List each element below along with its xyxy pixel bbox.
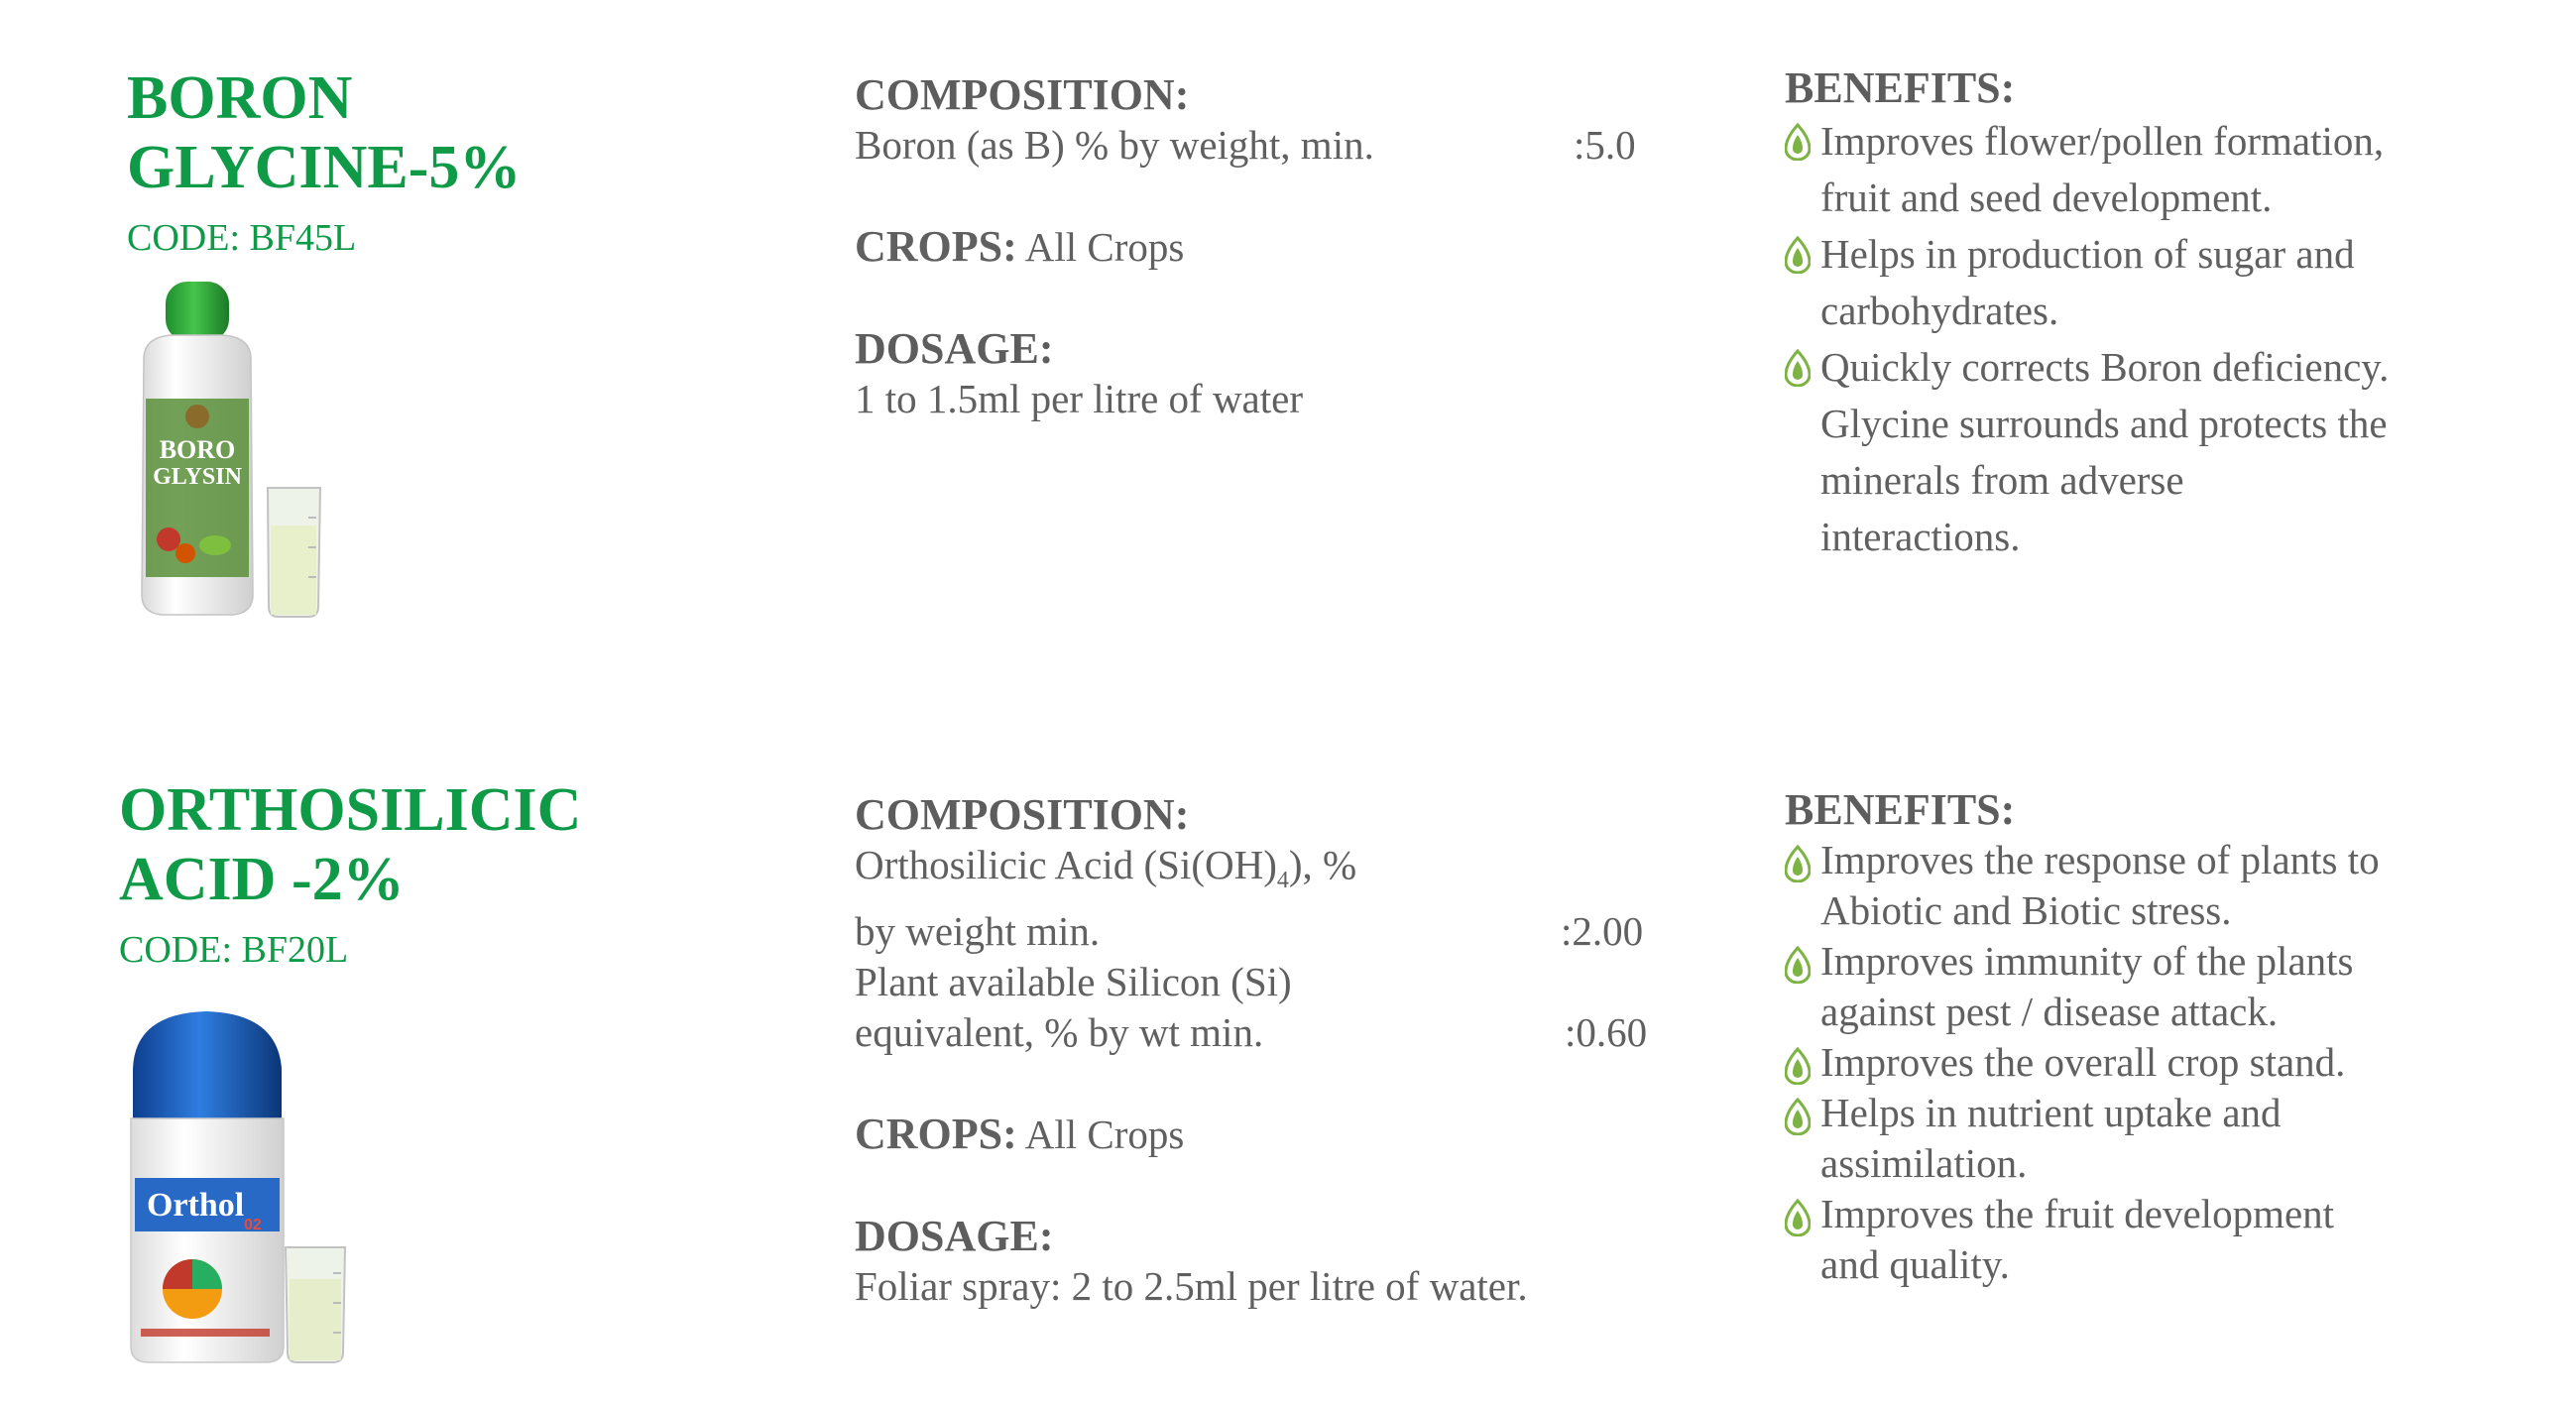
composition-value: :2.00	[1561, 908, 1644, 955]
crops-row	[855, 221, 1374, 273]
product-code: CODE: BF45L	[127, 217, 357, 259]
benefits-column	[1785, 63, 2389, 565]
product-code: CODE: BF20L	[119, 929, 349, 971]
benefit-text: Improves the overall crop stand.	[1820, 1039, 2346, 1085]
composition-value: :5.0	[1574, 122, 1636, 168]
leaf-bullet-icon	[1785, 1199, 1811, 1236]
benefit-text: Improves the response of plants to	[1820, 837, 2380, 882]
composition-value: :0.60	[1565, 1009, 1648, 1056]
benefit-text: Helps in production of sugar and	[1820, 231, 2355, 277]
dosage-value: Foliar spray: 2 to 2.5ml per litre of water.	[855, 1263, 1528, 1310]
benefit-item	[1785, 936, 2380, 1037]
product-orthosilicic-acid	[0, 704, 2576, 1398]
dosage-heading: DOSAGE:	[855, 1212, 1054, 1261]
benefit-item	[1785, 226, 2389, 339]
composition-row	[855, 957, 1528, 1007]
leaf-bullet-icon	[1785, 845, 1811, 882]
benefits-list	[1785, 835, 2380, 1290]
benefit-text: fruit and seed development.	[1820, 175, 2273, 220]
benefit-item	[1785, 1037, 2380, 1088]
benefit-item	[1785, 113, 2389, 226]
benefits-list	[1785, 113, 2389, 565]
composition-name-post: ), %	[1288, 842, 1357, 887]
composition-row	[855, 906, 1644, 957]
composition-row	[855, 1007, 1648, 1058]
benefit-text: assimilation.	[1820, 1140, 2028, 1186]
composition-heading: COMPOSITION:	[855, 790, 1190, 839]
leaf-bullet-icon	[1785, 946, 1811, 984]
crops-label: CROPS:	[855, 222, 1017, 271]
composition-heading: COMPOSITION:	[855, 70, 1190, 119]
composition-row	[855, 120, 1636, 171]
benefit-text: Improves flower/pollen formation,	[1820, 118, 2385, 164]
bottle-label-text: 02	[244, 1217, 262, 1233]
composition-name: Boron (as B) % by weight, min.	[855, 122, 1374, 168]
leaf-bullet-icon	[1785, 1047, 1811, 1085]
benefit-text: carbohydrates.	[1820, 288, 2059, 333]
dosage-value: 1 to 1.5ml per litre of water	[855, 376, 1304, 421]
bottle-label-text: Orthol	[147, 1187, 245, 1224]
benefit-item	[1785, 835, 2380, 936]
composition-subscript: 4	[1276, 868, 1289, 894]
details-column	[855, 789, 1648, 1312]
benefit-text: Improves immunity of the plants	[1820, 938, 2354, 984]
bottle-illustration	[124, 280, 332, 622]
leaf-bullet-icon	[1785, 236, 1811, 274]
bottle-label-text: BORO	[159, 435, 236, 464]
benefit-text: Helps in nutrient uptake and	[1820, 1090, 2282, 1135]
benefit-text: Glycine surrounds and protects the	[1820, 401, 2388, 446]
dosage-heading: DOSAGE:	[855, 324, 1054, 373]
benefits-column	[1785, 785, 2380, 1290]
crops-row	[855, 1109, 1528, 1160]
composition-row	[855, 840, 1528, 906]
benefits-heading: BENEFITS:	[1785, 63, 2016, 112]
title-line: GLYCINE-5%	[127, 134, 522, 201]
leaf-bullet-icon	[1785, 349, 1811, 387]
benefit-text: interactions.	[1820, 514, 2021, 559]
composition-name: by weight min.	[855, 908, 1101, 955]
benefit-item	[1785, 339, 2389, 565]
crops-value: All Crops	[1024, 1112, 1185, 1158]
benefit-text: Abiotic and Biotic stress.	[1820, 887, 2232, 933]
crops-label: CROPS:	[855, 1110, 1017, 1159]
benefit-item	[1785, 1189, 2380, 1290]
details-column	[855, 69, 1636, 424]
product-title	[119, 775, 581, 914]
leaf-bullet-icon	[1785, 123, 1811, 161]
title-line: ORTHOSILICIC	[119, 776, 582, 844]
bottle-illustration	[127, 1009, 375, 1366]
product-image	[124, 280, 332, 627]
benefit-text: minerals from adverse	[1820, 457, 2184, 503]
product-boron-glycine	[0, 0, 2576, 694]
composition-name: Plant available Silicon (Si)	[855, 959, 1292, 1005]
crops-value: All Crops	[1024, 224, 1185, 270]
benefit-text: Quickly corrects Boron deficiency.	[1820, 344, 2390, 390]
product-title	[127, 63, 521, 202]
leaf-bullet-icon	[1785, 1098, 1811, 1135]
benefit-text: against pest / disease attack.	[1820, 989, 2279, 1034]
composition-name-pre: Orthosilicic Acid (Si(OH)	[855, 842, 1277, 887]
benefit-item	[1785, 1088, 2380, 1189]
benefit-text: and quality.	[1820, 1241, 2010, 1287]
benefit-text: Improves the fruit development	[1820, 1191, 2335, 1236]
composition-name: equivalent, % by wt min.	[855, 1009, 1264, 1056]
benefits-heading: BENEFITS:	[1785, 785, 2016, 834]
bottle-label-text: GLYSIN	[153, 464, 242, 490]
title-line: ACID -2%	[119, 846, 405, 913]
product-image	[127, 1009, 375, 1371]
title-line: BORON	[127, 64, 353, 132]
